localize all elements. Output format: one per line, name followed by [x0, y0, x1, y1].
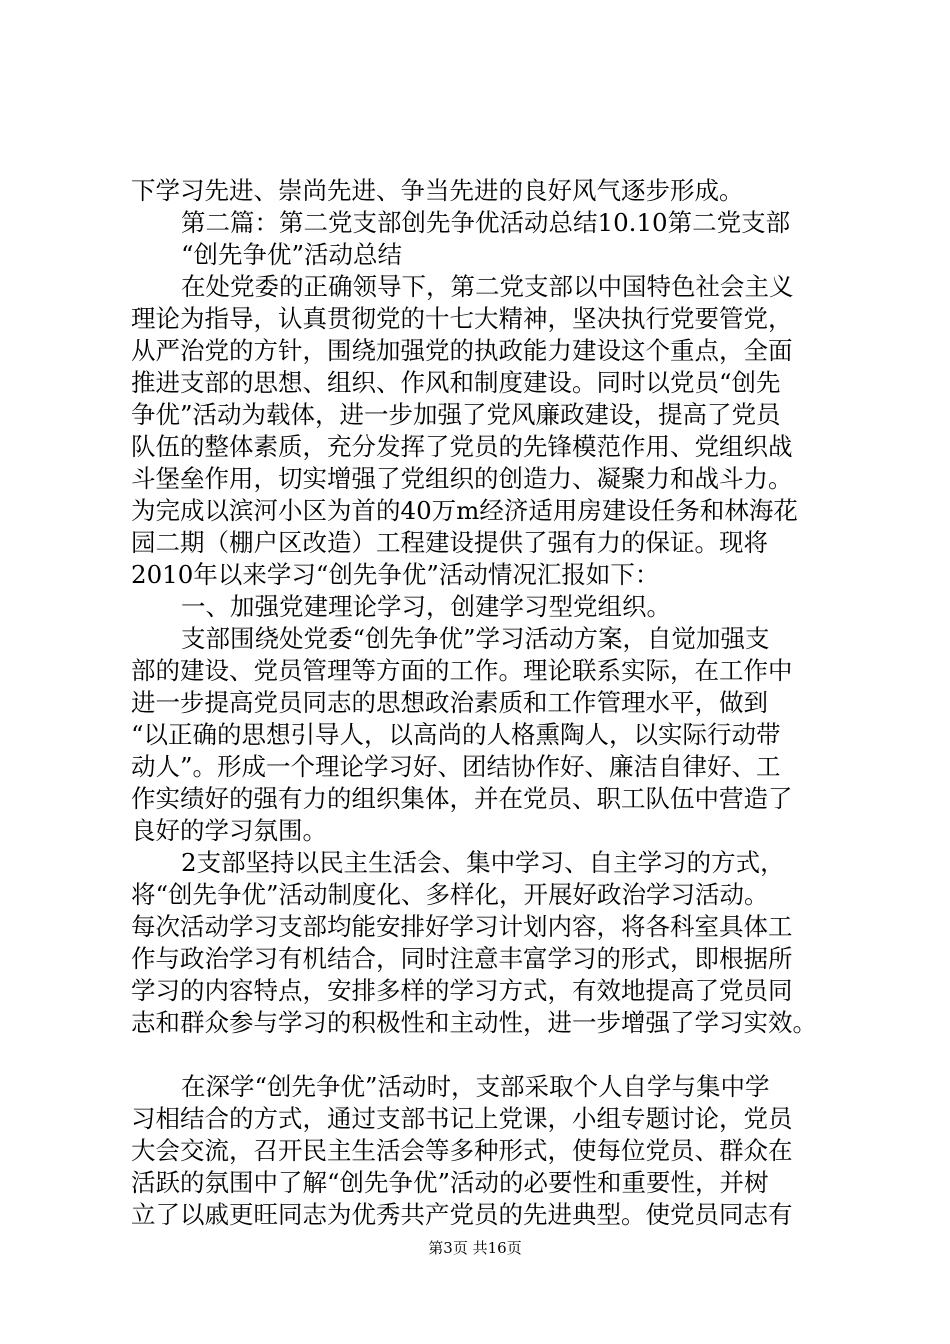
page-number-footer: 第3页 共16页: [428, 1239, 522, 1257]
text-line: 作与政治学习有机结合，同时注意丰富学习的形式，即根据所: [131, 944, 793, 973]
text-line: 学习的内容特点，安排多样的学习方式，有效地提高了党员同: [131, 976, 793, 1005]
text-line: 作实绩好的强有力的组织集体，并在党员、职工队伍中营造了: [131, 784, 793, 813]
text-line: 将“创先争优”活动制度化、多样化，开展好政治学习活动。: [131, 880, 769, 909]
text-line: 从严治党的方针，围绕加强党的执政能力建设这个重点，全面: [131, 336, 793, 365]
text-line: 队伍的整体素质，充分发挥了党员的先锋模范作用、党组织战: [131, 432, 793, 461]
text-line: 理论为指导，认真贯彻党的十七大精神，坚决执行党要管党，: [131, 304, 793, 333]
text-line: 斗堡垒作用，切实增强了党组织的创造力、凝聚力和战斗力。: [131, 464, 793, 493]
text-line: “以正确的思想引导人，以高尚的人格熏陶人，以实际行动带: [131, 720, 781, 749]
text-line: 志和群众参与学习的积极性和主动性，进一步增强了学习实效。: [131, 1008, 817, 1037]
text-line: 良好的学习氛围。: [131, 816, 327, 845]
text-line: 推进支部的思想、组织、作风和制度建设。同时以党员“创先: [131, 368, 781, 397]
text-line: 为完成以滨河小区为首的40万m经济适用房建设任务和林海花: [131, 496, 798, 525]
text-line: 每次活动学习支部均能安排好学习计划内容，将各科室具体工: [131, 912, 793, 941]
text-line: 大会交流，召开民主生活会等多种形式，使每位党员、群众在: [131, 1136, 793, 1165]
text-line: 争优”活动为载体，进一步加强了党风廉政建设，提高了党员: [131, 400, 781, 429]
text-line: 部的建设、党员管理等方面的工作。理论联系实际，在工作中: [131, 656, 793, 685]
text-line: 在处党委的正确领导下，第二党支部以中国特色社会主义: [181, 272, 794, 301]
section-heading-line: “创先争优”活动总结: [181, 240, 403, 269]
subheading-line: 一、加强党建理论学习，创建学习型党组织。: [181, 592, 671, 621]
section-heading-line: 第二篇：第二党支部创先争优活动总结10.10第二党支部: [181, 208, 791, 237]
text-line: 习相结合的方式，通过支部书记上党课，小组专题讨论，党员: [131, 1104, 793, 1133]
text-line: 2010年以来学习“创先争优”活动情况汇报如下：: [131, 560, 660, 589]
text-line: 下学习先进、崇尚先进、争当先进的良好风气逐步形成。: [131, 176, 744, 205]
text-line: 在深学“创先争优”活动时，支部采取个人自学与集中学: [181, 1072, 770, 1101]
text-line: 立了以戚更旺同志为优秀共产党员的先进典型。使党员同志有: [131, 1200, 793, 1229]
text-line: 园二期（棚户区改造）工程建设提供了强有力的保证。现将: [131, 528, 768, 557]
text-line: 活跃的氛围中了解“创先争优”活动的必要性和重要性，并树: [131, 1168, 769, 1197]
text-line: 2支部坚持以民主生活会、集中学习、自主学习的方式，: [181, 848, 785, 877]
text-line: 进一步提高党员同志的思想政治素质和工作管理水平，做到: [131, 688, 768, 717]
text-line: 动人”。形成一个理论学习好、团结协作好、廉洁自律好、工: [131, 752, 781, 781]
text-line: 支部围绕处党委“创先争优”学习活动方案，自觉加强支: [181, 624, 770, 653]
